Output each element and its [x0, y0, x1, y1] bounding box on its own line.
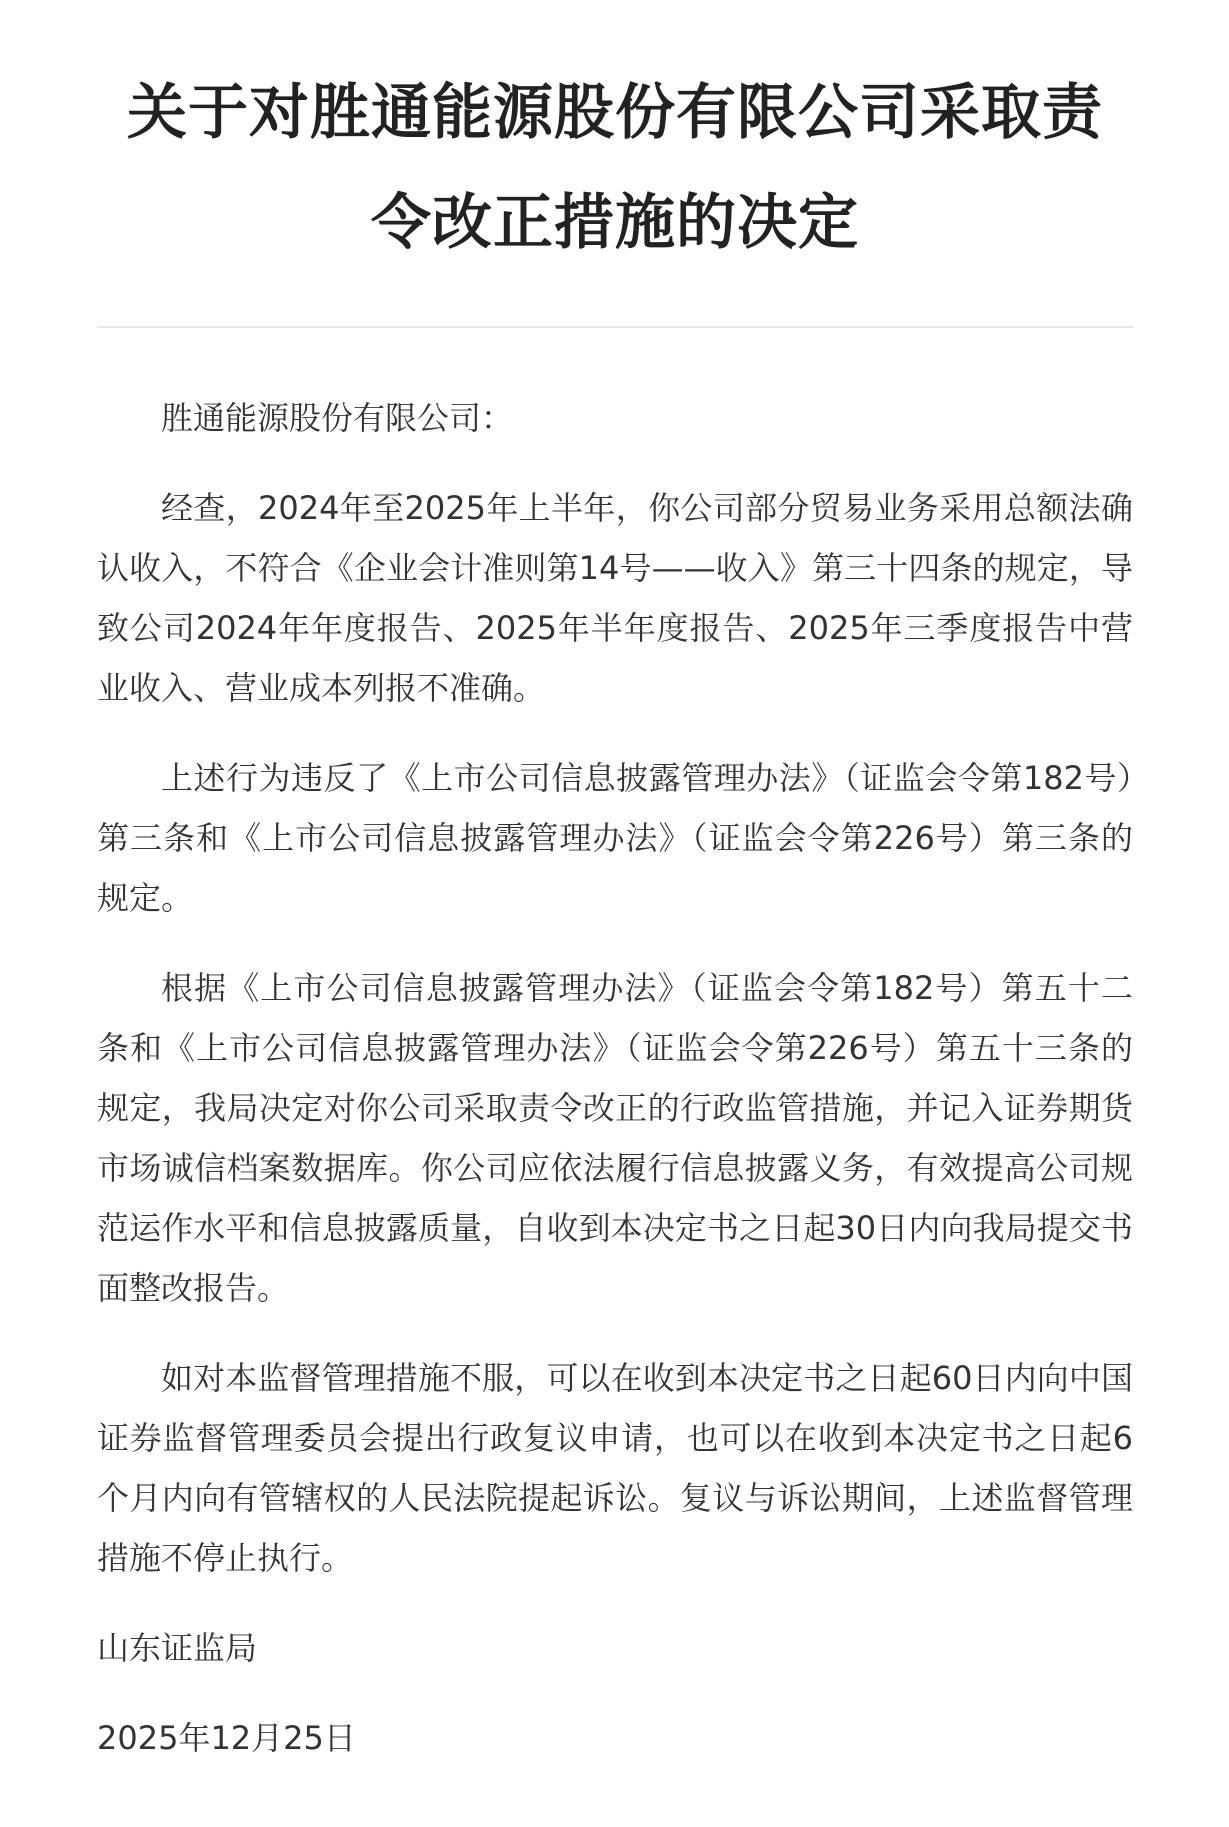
salutation: 胜通能源股份有限公司： [161, 399, 514, 437]
paragraph-decision: 根据《上市公司信息披露管理办法》（证监会令第182号）第五十二条和《上市公司信息披露管理办法》（证监会令第226号）第五十三条的规定，我局决定对你公司采取责令改正的行政监管措施，并记入证券期货市场诚信档案数据库。你公司应依法履行信息披露义务，有效提高公司规范运作水平和信息披露质量，自收到本决定书之日起30日内向我局提交书面整改报告。 [97, 969, 1133, 1307]
paragraph-appeal: 如对本监督管理措施不服，可以在收到本决定书之日起60日内向中国证券监督管理委员会提出行政复议申请，也可以在收到本决定书之日起6个月内向有管辖权的人民法院提起诉讼。复议与诉讼期间，上述监督管理措施不停止执行。 [97, 1359, 1133, 1577]
title-divider [97, 326, 1133, 328]
title-line-2: 令改正措施的决定 [371, 188, 859, 258]
title-line-1: 关于对胜通能源股份有限公司采取责 [127, 78, 1103, 148]
document-body [97, 388, 1133, 1768]
paragraph-findings: 经查，2024年至2025年上半年，你公司部分贸易业务采用总额法确认收入，不符合《企业会计准则第14号——收入》第三十四条的规定，导致公司2024年年度报告、2025年半年度报告、2025年三季度报告中营业收入、营业成本列报不准确。 [97, 489, 1133, 707]
paragraph-violation: 上述行为违反了《上市公司信息披露管理办法》（证监会令第182号）第三条和《上市公司信息披露管理办法》（证监会令第226号）第三条的规定。 [97, 759, 1133, 917]
issue-date: 2025年12月25日 [97, 1719, 356, 1757]
document-title [97, 0, 1133, 278]
issuing-authority: 山东证监局 [97, 1629, 258, 1667]
document-page [97, 0, 1133, 1798]
